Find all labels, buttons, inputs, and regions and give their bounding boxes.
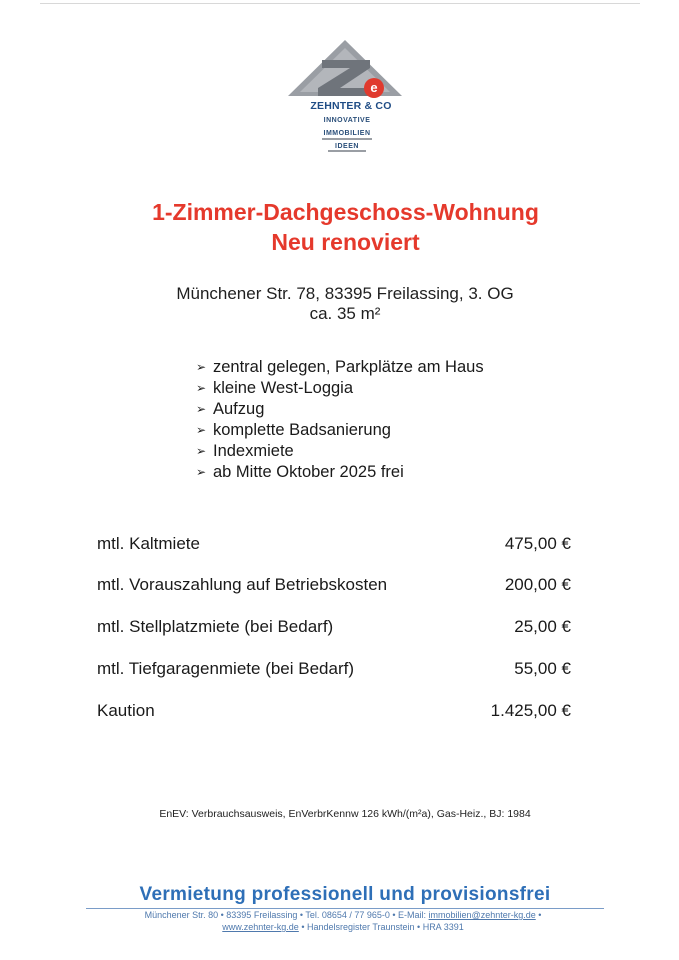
arrow-bullet-icon: ➢ [196,381,207,395]
cost-label: mtl. Stellplatzmiete (bei Bedarf) [97,617,334,636]
feature-item [196,399,484,420]
email-link[interactable]: immobilien@zehnter-kg.de [428,910,536,920]
cost-row-kaution [97,701,571,723]
listing-title: 1-Zimmer-Dachgeschoss-Wohnung [152,199,539,225]
feature-item [196,441,484,462]
energy-certificate-info: EnEV: Verbrauchsausweis, EnVerbrKennw 126 kWh/(m²a), Gas-Heiz., BJ: 1984 [159,808,531,820]
cost-label: mtl. Vorauszahlung auf Betriebskosten [97,575,388,594]
feature-text: Aufzug [213,400,265,418]
logo-tagline-1: INNOVATIVE [323,117,371,124]
arrow-bullet-icon: ➢ [196,444,207,458]
feature-text: komplette Badsanierung [213,421,391,439]
cost-label: Kaution [97,701,155,720]
cost-value: 200,00 € [504,575,571,594]
footer-address-phone: Münchener Str. 80 • 83395 Freilassing • Tel. 08654 / 77 965-0 • E-Mail: [144,910,429,920]
arrow-bullet-icon: ➢ [196,423,207,437]
cost-row-kaltmiete [97,534,571,556]
feature-item [196,357,484,378]
cost-label: mtl. Kaltmiete [97,534,200,553]
feature-item [196,378,484,399]
footer-contact-line [0,910,679,920]
cost-value: 55,00 € [514,659,571,678]
property-address: Münchener Str. 78, 83395 Freilassing, 3. OG [176,284,514,303]
cost-row-tiefgarage [97,659,571,681]
svg-text:e: e [370,80,378,95]
listing-subtitle: Neu renoviert [271,229,420,255]
logo-tagline-2: IMMOBILIEN [323,130,371,137]
cost-value: 1.425,00 € [490,701,571,720]
arrow-bullet-icon: ➢ [196,360,207,374]
cost-row-betriebskosten [97,575,571,597]
feature-item [196,462,484,483]
scan-edge-line [40,3,640,4]
logo-company-name: ZEHNTER & CO [310,100,392,112]
website-link[interactable]: www.zehnter-kg.de [222,922,299,932]
feature-item [196,420,484,441]
feature-text: kleine West-Loggia [213,379,354,397]
footer-register-info: • Handelsregister Traunstein • HRA 3391 [298,922,464,932]
arrow-bullet-icon: ➢ [196,465,207,479]
logo-mark [282,38,412,158]
company-logo [282,38,412,158]
cost-value: 475,00 € [504,534,571,553]
footer-headline: Vermietung professionell und provisionsfrei [139,884,551,905]
footer-separator: • [535,910,542,920]
logo-tagline-3: IDEEN [335,143,359,150]
cost-value: 25,00 € [514,617,571,636]
feature-text: zentral gelegen, Parkplätze am Haus [213,358,484,376]
cost-row-stellplatz [97,617,571,639]
footer-register-line [0,922,679,932]
cost-label: mtl. Tiefgaragenmiete (bei Bedarf) [97,659,355,678]
feature-text: ab Mitte Oktober 2025 frei [213,463,404,481]
property-size: ca. 35 m² [309,304,381,323]
feature-list [196,357,484,483]
footer-divider [86,908,604,909]
feature-text: Indexmiete [213,442,294,460]
arrow-bullet-icon: ➢ [196,402,207,416]
